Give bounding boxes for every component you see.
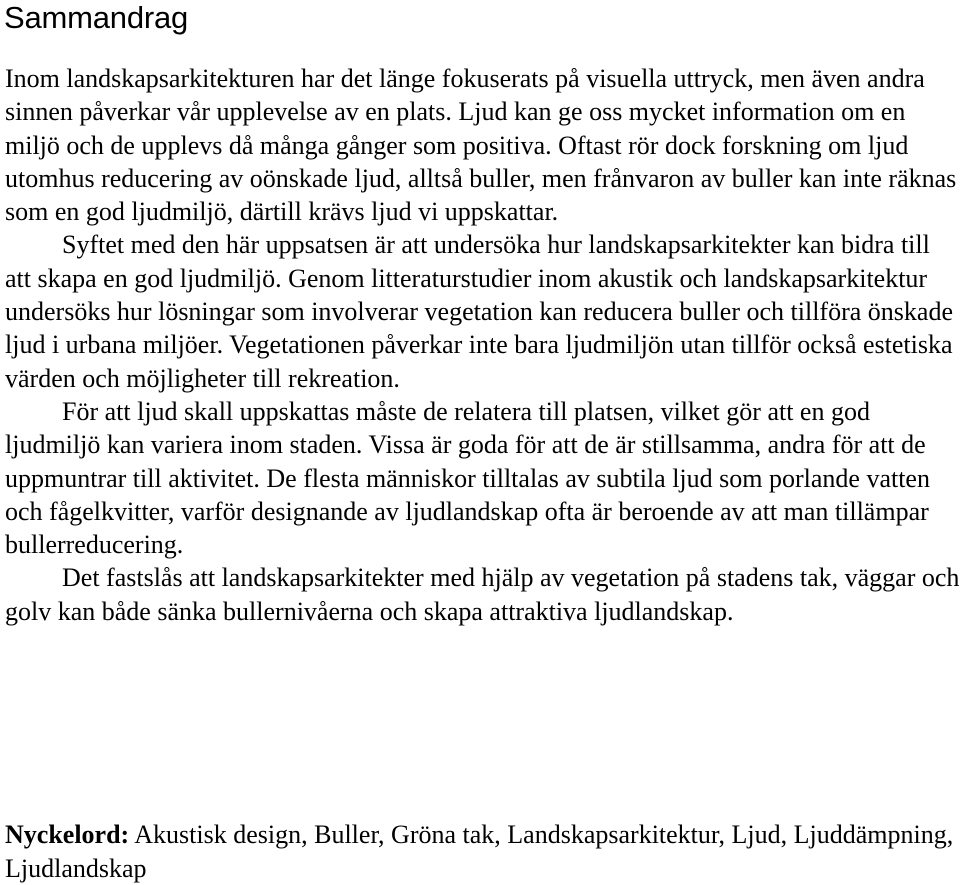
paragraph-2: Syftet med den här uppsatsen är att undersöka hur landskapsarkitekter kan bidra till att skapa en god ljudmiljö. Genom litteraturstudier inom akustik och landskapsarkitektur undersöks hur lösningar som involverar vegetation kan reducera buller och tillföra önskade ljud i urbana miljöer. Vegetationen påverkar inte bara ljudmiljön utan tillför också estetiska värden och möjligheter till rekreation.: [5, 230, 953, 393]
keywords-list: Akustisk design, Buller, Gröna tak, Landskapsarkitektur, Ljud, Ljuddämpning, Ljudlandskap: [5, 820, 954, 883]
keywords-line: [5, 818, 960, 885]
abstract-body: [5, 62, 960, 628]
keywords-label: Nyckelord:: [5, 820, 130, 849]
page-title: Sammandrag: [4, 0, 189, 35]
paragraph-1: Inom landskapsarkitekturen har det länge fokuserats på visuella uttryck, men även andra sinnen påverkar vår upplevelse av en plats. Ljud kan ge oss mycket information om en miljö och de upplevs då många gånger som positiva. Oftast rör dock forskning om ljud utomhus reducering av oönskade ljud, alltså buller, men frånvaron av buller kan inte räknas som en god ljudmiljö, därtill krävs ljud vi uppskattar.: [5, 64, 957, 227]
paragraph-4: Det fastslås att landskapsarkitekter med hjälp av vegetation på stadens tak, väggar och golv kan både sänka bullernivåerna och skapa attraktiva ljudlandskap.: [5, 563, 960, 626]
paragraph-3: För att ljud skall uppskattas måste de relatera till platsen, vilket gör att en god ljudmiljö kan variera inom staden. Vissa är goda för att de är stillsamma, andra för att de uppmuntrar till aktivitet. De flesta människor tilltalas av subtila ljud som porlande vatten och fågelkvitter, varför designande av ljudlandskap ofta är beroende av att man tillämpar bullerreducering.: [5, 396, 930, 560]
